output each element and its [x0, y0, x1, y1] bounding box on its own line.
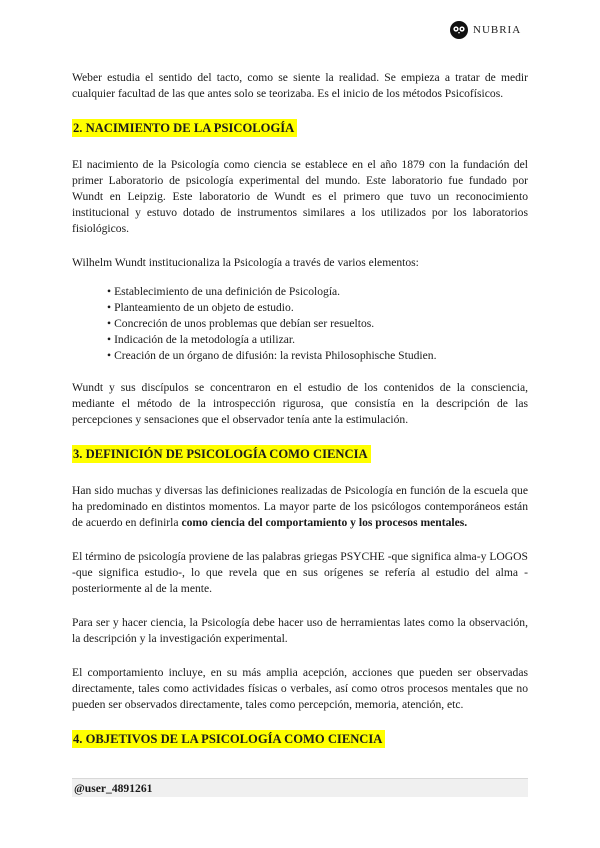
definition-bold: como ciencia del comportamiento y los procesos mentales.: [181, 516, 468, 529]
section-2-paragraph-1: El nacimiento de la Psicología como ciencia se establece en el año 1879 con la fundación del primer Laboratorio de psicología experimental del mundo. Este laboratorio fue fundado por Wundt en Leipzig. Este laboratorio de Wundt es el primero que tuvo un reconocimiento institucional y estuvo dotado de instrumentos similares a los utilizados por los laboratorios fisiológicos.: [72, 158, 528, 235]
logo-text: NUBRIA: [473, 24, 522, 36]
section-2-paragraph-2: Wilhelm Wundt institucionaliza la Psicología a través de varios elementos:: [72, 256, 419, 269]
brand-logo: [449, 20, 521, 40]
section-3-paragraph-2: El término de psicología proviene de las palabras griegas PSYCHE -que significa alma-y LOGOS -que significa estudio-, lo que revela que en sus orígenes se refería al estudio del alma -posteriormente al de la mente.: [72, 550, 528, 595]
section-3-heading: 3. DEFINICIÓN DE PSICOLOGÍA COMO CIENCIA: [72, 445, 371, 463]
section-3-paragraph-4: El comportamiento incluye, en su más amplia acepción, acciones que pueden ser observadas directamente, tales como actividades físicas o verbales, así como otros procesos mentales que no pueden ser observados directamente, tales como percepción, memoria, atención, etc.: [72, 666, 528, 711]
section-2-heading: 2. NACIMIENTO DE LA PSICOLOGÍA: [72, 119, 297, 137]
definition-text: Han sido muchas y diversas las definiciones realizadas de Psicología en función de la escuela que ha predominado en distintos momentos. La mayor parte de los psicólogos contemporáneos están de acuerdo en definirla: [72, 484, 528, 529]
document-body: [72, 70, 528, 751]
list-item: • Establecimiento de una definición de Psicología.: [107, 284, 528, 300]
list-item: • Creación de un órgano de difusión: la revista Philosophische Studien.: [107, 348, 528, 364]
section-4-heading: 4. OBJETIVOS DE LA PSICOLOGÍA COMO CIENCIA: [72, 730, 385, 748]
intro-paragraph: Weber estudia el sentido del tacto, como se siente la realidad. Se empieza a tratar de medir cualquier facultad de las que antes solo se teorizaba. Es el inicio de los métodos Psicofísicos.: [72, 71, 528, 100]
footer-user-tag: @user_4891261: [72, 778, 528, 797]
section-2-paragraph-3: Wundt y sus discípulos se concentraron en el estudio de los contenidos de la consciencia, mediante el método de la introspección rigurosa, que consistía en la descripción de las percepciones y sensaciones que el observador tenía ante la estimulación.: [72, 381, 528, 426]
wundt-elements-list: [72, 284, 528, 364]
section-3-paragraph-1: [72, 483, 528, 531]
owl-logo-icon: [449, 20, 469, 40]
list-item: • Indicación de la metodología a utilizar.: [107, 332, 528, 348]
section-3-paragraph-3: Para ser y hacer ciencia, la Psicología debe hacer uso de herramientas lates como la observación, la descripción y la investigación experimental.: [72, 616, 528, 645]
list-item: • Planteamiento de un objeto de estudio.: [107, 300, 528, 316]
list-item: • Concreción de unos problemas que debían ser resueltos.: [107, 316, 528, 332]
